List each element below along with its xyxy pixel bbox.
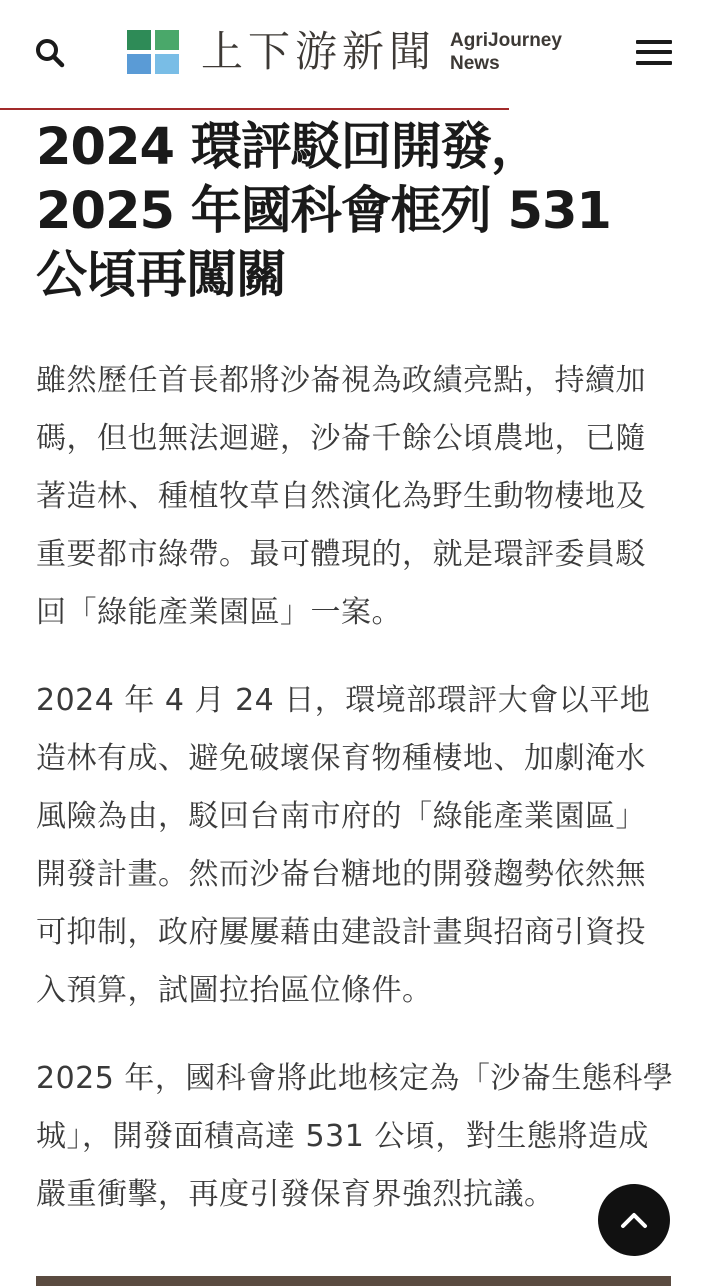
article-paragraph-2: 2024 年 4 月 24 日，環境部環評大會以平地造林有成、避免破壞保育物種棲地、加劇淹水風險為由，駁回台南市府的「綠能產業園區」開發計畫。然而沙崙台糖地的開發趨勢依然無可抑制，政府屢屢藉由建設計畫與招商引資投入預算，試圖拉抬區位條件。: [36, 683, 651, 1008]
site-logo[interactable]: [127, 24, 562, 80]
search-icon: [34, 37, 66, 69]
article-paragraph-1: 雖然歷任首長都將沙崙視為政績亮點，持續加碼，但也無法迴避，沙崙千餘公頃農地，已隨著造林、種植牧草自然演化為野生動物棲地及重要都市綠帶。最可體現的，就是環評委員駁回「綠能產業園區」一案。: [36, 363, 646, 630]
menu-button[interactable]: [636, 38, 674, 66]
article-heading: 2024 環評駁回開發，2025 年國科會框列 531 公頃再闖關: [36, 118, 611, 305]
logo-chinese-name: 上下游新聞: [201, 27, 437, 76]
logo-english-line1: AgriJourney: [450, 30, 562, 51]
site-header: [0, 0, 707, 108]
article-image: [36, 1276, 671, 1286]
back-to-top-button[interactable]: [598, 1184, 670, 1256]
logo-mark-icon: [127, 30, 179, 74]
logo-english-line2: News: [450, 53, 500, 74]
logo-english-name: [450, 29, 562, 75]
search-button[interactable]: [34, 37, 66, 69]
article-paragraph-3: 2025 年，國科會將此地核定為「沙崙生態科學城」，開發面積高達 531 公頃，對生態將造成嚴重衝擊，再度引發保育界強烈抗議。: [36, 1061, 674, 1212]
reading-progress-bar: [0, 108, 707, 110]
chevron-up-icon: [619, 1210, 649, 1230]
article-body: [36, 116, 676, 1224]
reading-progress-fill: [0, 108, 509, 110]
